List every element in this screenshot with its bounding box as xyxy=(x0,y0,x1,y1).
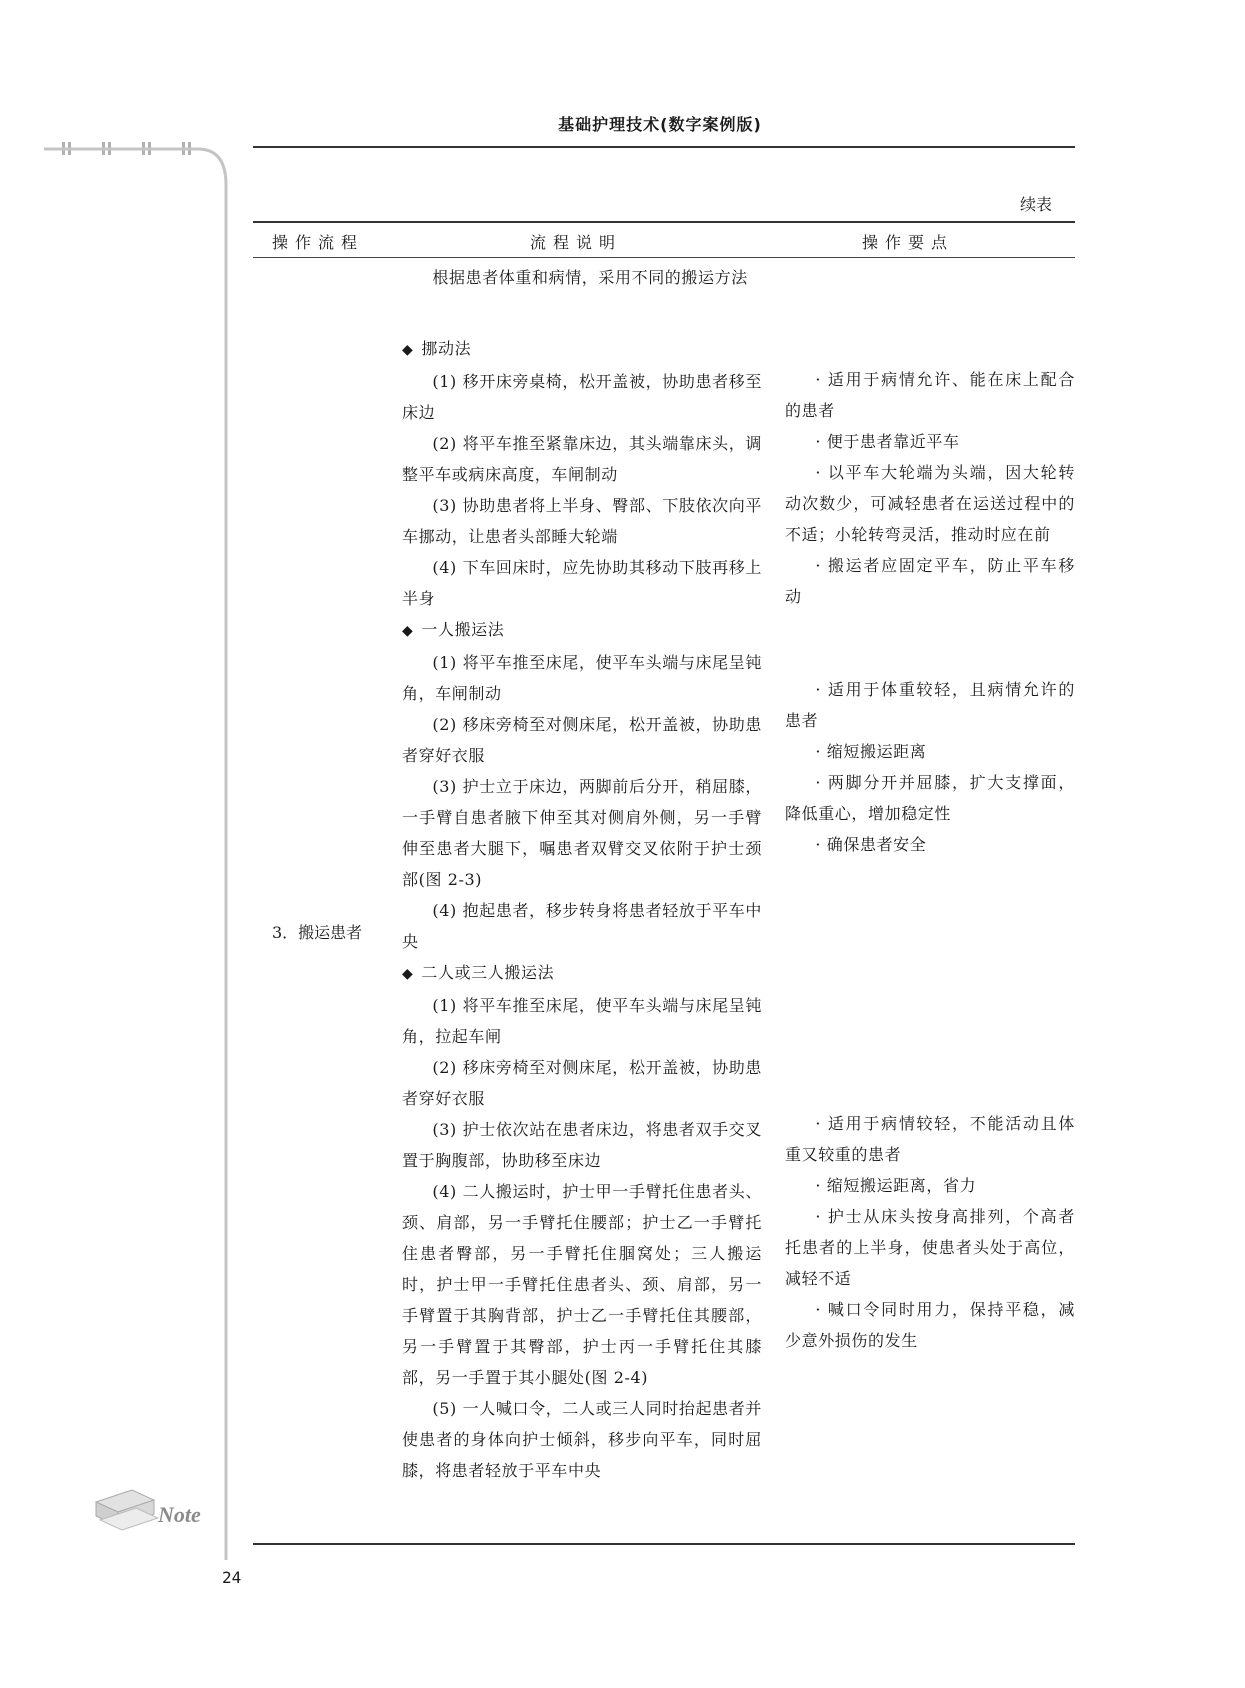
description-step: (3) 护士立于床边，两脚前后分开，稍屈膝，一手臂自患者腋下伸至其对侧肩外侧，另一手臂伸至患者大腿下，嘱患者双臂交叉依附于护士颈部(图 2-3) xyxy=(402,777,762,889)
method-heading-shift: ◆ 挪动法 xyxy=(402,339,472,358)
diamond-bullet-icon: ◆ xyxy=(402,623,414,639)
description-intro: 根据患者体重和病情，采用不同的搬运方法 xyxy=(432,268,748,287)
key-point: · 适用于病情允许、能在床上配合的患者 xyxy=(785,370,1075,420)
key-point: · 护士从床头按身高排列，个高者托患者的上半身，使患者头处于高位，减轻不适 xyxy=(785,1207,1075,1288)
description-step: (2) 移床旁椅至对侧床尾，松开盖被，协助患者穿好衣服 xyxy=(402,715,762,765)
table-bottom-rule xyxy=(253,1543,1075,1545)
note-label: Note xyxy=(158,1502,201,1527)
table-top-rule xyxy=(253,221,1075,223)
key-point: · 缩短搬运距离，省力 xyxy=(815,1176,977,1195)
column-header-procedure: 操作流程 xyxy=(272,233,365,252)
diamond-bullet-icon: ◆ xyxy=(402,342,414,358)
key-point: · 缩短搬运距离 xyxy=(815,742,927,761)
running-header-title: 基础护理技术(数字案例版) xyxy=(558,115,762,134)
description-step: (5) 一人喊口令，二人或三人同时抬起患者并使患者的身体向护士倾斜，移步向平车，同时屈膝，将患者轻放于平车中央 xyxy=(402,1399,762,1480)
description-column xyxy=(402,262,762,1486)
header-rule xyxy=(253,146,1075,148)
description-step: (4) 抱起患者，移步转身将患者轻放于平车中央 xyxy=(402,901,762,951)
key-point: · 适用于体重较轻，且病情允许的患者 xyxy=(785,680,1075,730)
method-heading-one-person: ◆ 一人搬运法 xyxy=(402,620,505,639)
margin-decoration xyxy=(0,0,240,1580)
book-icon xyxy=(96,1490,158,1530)
diamond-bullet-icon: ◆ xyxy=(402,966,414,982)
method-heading-two-three-person: ◆ 二人或三人搬运法 xyxy=(402,963,555,982)
key-points-column xyxy=(785,262,1075,1356)
margin-curve-line xyxy=(44,149,226,1560)
description-step: (1) 移开床旁桌椅，松开盖被，协助患者移至床边 xyxy=(402,372,762,422)
description-step: (1) 将平车推至床尾，使平车头端与床尾呈钝角，车闸制动 xyxy=(402,653,762,703)
description-step: (4) 二人搬运时，护士甲一手臂托住患者头、颈、肩部，另一手臂托住腰部；护士乙一手臂托住患者臀部，另一手臂托住腘窝处；三人搬运时，护士甲一手臂托住患者头、颈、肩部，另一手臂置于其胸背部，护士乙一手臂托住其腰部，另一手臂置于其臀部，护士丙一手臂托住其膝部，另一手置于其小腿处(图 2-4) xyxy=(402,1182,762,1387)
column-header-key-points: 操作要点 xyxy=(862,233,955,252)
key-point: · 搬运者应固定平车，防止平车移动 xyxy=(785,556,1075,606)
key-point: · 以平车大轮端为头端，因大轮转动次数少，可减轻患者在运送过程中的不适；小轮转弯灵活，推动时应在前 xyxy=(785,463,1075,544)
key-point: · 两脚分开并屈膝，扩大支撑面，降低重心，增加稳定性 xyxy=(785,773,1075,823)
key-point: · 便于患者靠近平车 xyxy=(815,432,960,451)
key-point: · 确保患者安全 xyxy=(815,835,927,854)
key-point: · 喊口令同时用力，保持平稳，减少意外损伤的发生 xyxy=(785,1300,1075,1350)
description-step: (3) 护士依次站在患者床边，将患者双手交叉置于胸腹部，协助移至床边 xyxy=(402,1120,762,1170)
description-step: (3) 协助患者将上半身、臀部、下肢依次向平车挪动，让患者头部睡大轮端 xyxy=(402,496,762,546)
key-point: · 适用于病情较轻，不能活动且体重又较重的患者 xyxy=(785,1114,1075,1164)
description-step: (1) 将平车推至床尾，使平车头端与床尾呈钝角，拉起车闸 xyxy=(402,996,762,1046)
description-step: (4) 下车回床时，应先协助其移动下肢再移上半身 xyxy=(402,558,762,608)
description-step: (2) 移床旁椅至对侧床尾，松开盖被，协助患者穿好衣服 xyxy=(402,1058,762,1108)
procedure-step-label: 3．搬运患者 xyxy=(272,923,363,942)
continued-table-label: 续表 xyxy=(1020,195,1053,214)
column-header-description: 流程说明 xyxy=(530,233,623,252)
description-step: (2) 将平车推至紧靠床边，其头端靠床头，调整平车或病床高度，车闸制动 xyxy=(402,434,762,484)
table-header-rule xyxy=(253,257,1075,258)
page-number: 24 xyxy=(222,1568,242,1587)
